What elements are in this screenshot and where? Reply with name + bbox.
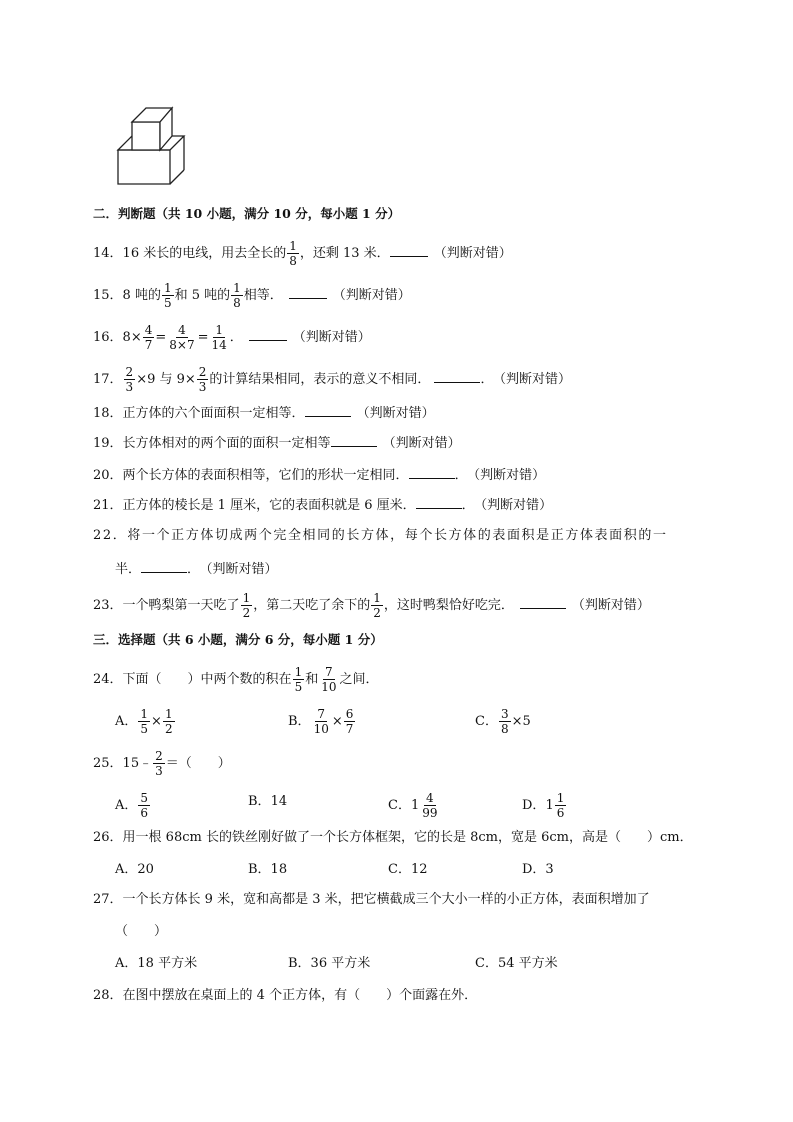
- answer-blank[interactable]: [520, 594, 566, 609]
- question-22: 22．将一个正方体切成两个完全相同的长方体，每个长方体的表面积是正方体表面积的一: [93, 528, 668, 543]
- fraction: $\frac{1}{5}$: [140, 707, 149, 736]
- fraction: $\frac{4}{8\times 7}$: [169, 323, 195, 352]
- fraction: $\frac{1}{5}$: [163, 281, 172, 310]
- option-b[interactable]: B．18: [248, 862, 288, 877]
- fraction: $\frac{2}{3}$: [198, 365, 207, 394]
- fraction: $\frac{7}{10}$: [313, 707, 329, 736]
- fraction: $\frac{1}{8}$: [233, 281, 241, 310]
- option-c[interactable]: C．12: [388, 862, 428, 877]
- answer-blank[interactable]: [434, 368, 480, 383]
- question-24: 24．下面（ ）中两个数的积在 $\frac{1}{5}$ 和 $\frac{7}{10}$ 之间．: [93, 665, 379, 694]
- fraction: $\frac{2}{3}$: [155, 749, 163, 778]
- cube-on-box-figure: [110, 98, 190, 190]
- fraction: $\frac{6}{7}$: [345, 707, 354, 736]
- option-c[interactable]: C．1 $\frac{4}{99}$: [388, 791, 438, 820]
- option-d[interactable]: D．1 $\frac{1}{6}$: [522, 791, 565, 820]
- fraction: $\frac{1}{14}$: [211, 323, 227, 352]
- question-27-paren: （ ）: [115, 924, 168, 939]
- section-3-title: 三．选择题（共 6 小题，满分 6 分，每小题 1 分）: [93, 632, 383, 647]
- section-2-title: 二．判断题（共 10 小题，满分 10 分，每小题 1 分）: [93, 206, 401, 221]
- question-26: 26．用一根 68cm 长的铁丝刚好做了一个长方体框架，它的长是 8cm，宽是 6cm，高是（ ）cm．: [93, 830, 693, 845]
- option-b[interactable]: B． $\frac{7}{10}$ × $\frac{6}{7}$: [288, 707, 354, 736]
- fraction: $\frac{1}{2}$: [164, 707, 173, 736]
- option-a[interactable]: A． $\frac{5}{6}$: [115, 791, 149, 820]
- question-27: 27．一个长方体长 9 米，宽和高都是 3 米，把它横截成三个大小一样的小正方体，表面积增加了: [93, 892, 650, 907]
- option-d[interactable]: D．3: [522, 862, 554, 877]
- fraction: $\frac{2}{3}$: [125, 365, 134, 394]
- question-15: 15．8 吨的 $\frac{1}{5}$ 和 5 吨的 $\frac{1}{8}$ 相等． （判断对错）: [93, 281, 411, 310]
- fraction: $\frac{1}{6}$: [556, 791, 565, 820]
- question-14: 14．16 米长的电线，用去全长的 $\frac{1}{8}$ ，还剩 13 米． （判断对错）: [93, 239, 512, 268]
- answer-blank[interactable]: [331, 432, 377, 447]
- option-c[interactable]: C． $\frac{3}{8}$ ×5: [475, 707, 531, 736]
- fraction: $\frac{5}{6}$: [140, 791, 149, 820]
- fraction: $\frac{7}{10}$: [321, 665, 337, 694]
- fraction: $\frac{4}{99}$: [422, 791, 438, 820]
- question-18: 18．正方体的六个面面积一定相等． （判断对错）: [93, 402, 435, 424]
- option-a[interactable]: A． $\frac{1}{5}$ × $\frac{1}{2}$: [115, 707, 173, 736]
- question-17: 17． $\frac{2}{3}$ ×9 与 9× $\frac{2}{3}$ 的计算结果相同，表示的意义不相同． ． （判断对错）: [93, 365, 571, 394]
- question-22-continued: 半． ． （判断对错）: [115, 558, 278, 580]
- option-a[interactable]: A．20: [115, 862, 154, 877]
- fraction: $\frac{1}{2}$: [373, 591, 381, 620]
- answer-blank[interactable]: [416, 494, 462, 509]
- answer-blank[interactable]: [390, 242, 428, 257]
- answer-blank[interactable]: [305, 402, 351, 417]
- fraction: $\frac{1}{5}$: [294, 665, 303, 694]
- option-c[interactable]: C．54 平方米: [475, 956, 558, 971]
- answer-blank[interactable]: [289, 284, 327, 299]
- question-16: 16．8× $\frac{4}{7}$ = $\frac{4}{8\times 7}$ = $\frac{1}{14}$ ． （判断对错）: [93, 323, 371, 352]
- fraction: $\frac{3}{8}$: [500, 707, 509, 736]
- option-b[interactable]: B．14: [248, 794, 288, 809]
- answer-blank[interactable]: [141, 558, 187, 573]
- answer-blank[interactable]: [249, 326, 287, 341]
- question-28: 28．在图中摆放在桌面上的 4 个正方体，有（ ）个面露在外．: [93, 988, 478, 1003]
- question-21: 21．正方体的棱长是 1 厘米，它的表面积就是 6 厘米． ． （判断对错）: [93, 494, 552, 516]
- fraction: $\frac{1}{2}$: [242, 591, 251, 620]
- answer-blank[interactable]: [409, 464, 455, 479]
- fraction: $\frac{1}{8}$: [289, 239, 297, 268]
- option-a[interactable]: A．18 平方米: [115, 956, 198, 971]
- fraction: $\frac{4}{7}$: [144, 323, 153, 352]
- question-19: 19．长方体相对的两个面的面积一定相等 （判断对错）: [93, 432, 461, 454]
- question-25: 25．15﹣ $\frac{2}{3}$ ＝（ ）: [93, 749, 231, 778]
- question-23: 23．一个鸭梨第一天吃了 $\frac{1}{2}$ ，第二天吃了余下的 $\frac{1}{2}$ ，这时鸭梨恰好吃完． （判断对错）: [93, 591, 650, 620]
- option-b[interactable]: B．36 平方米: [288, 956, 371, 971]
- question-20: 20．两个长方体的表面积相等，它们的形状一定相同． ． （判断对错）: [93, 464, 545, 486]
